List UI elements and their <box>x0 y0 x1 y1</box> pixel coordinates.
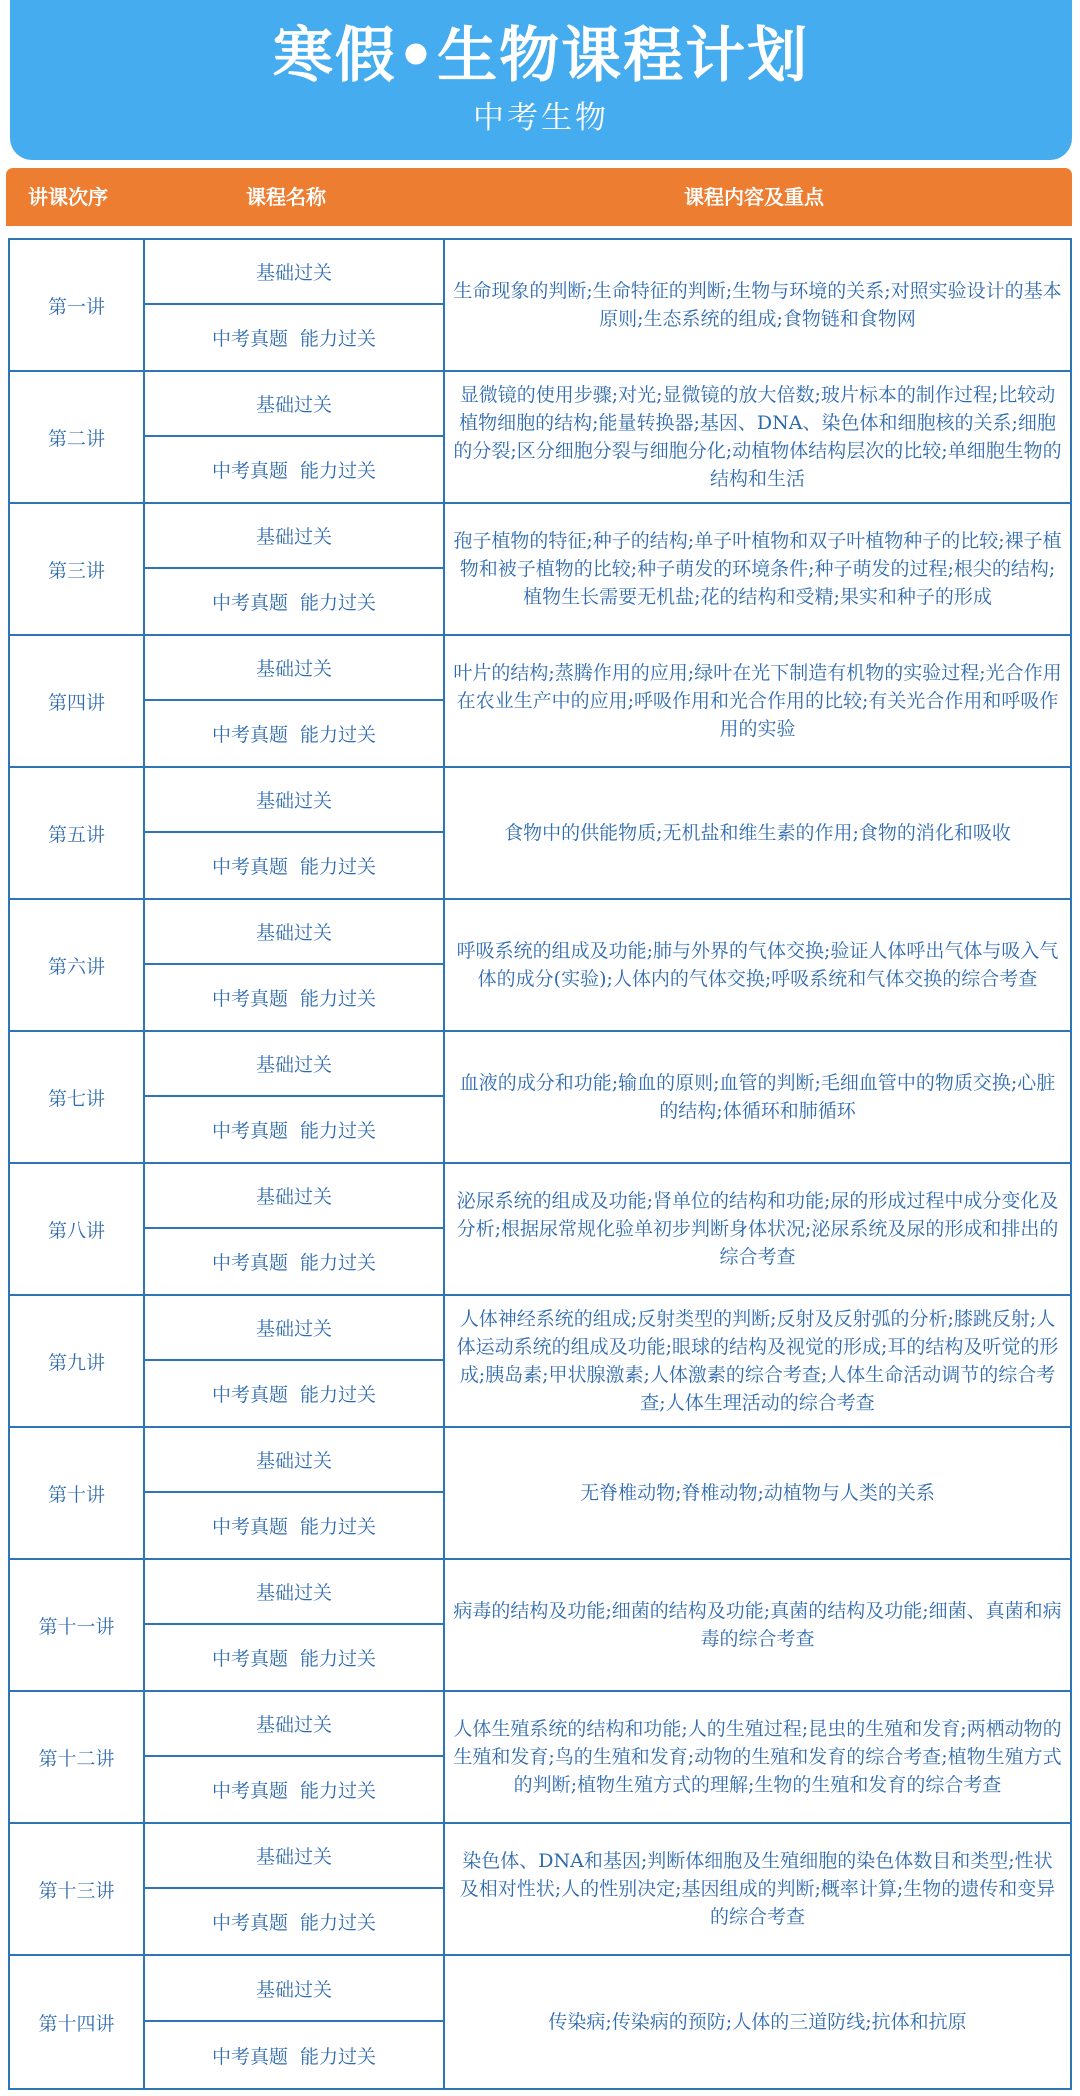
header-course-content: 课程内容及重点 <box>684 185 824 209</box>
course-content: 人体神经系统的组成;反射类型的判断;反射及反射弧的分析;膝跳反射;人体运动系统的组成及功能;眼球的结构及视觉的形成;耳的结构及听觉的形成;胰岛素;甲状腺激素;人体激素的综合考查;人体生命活动调节的综合考查;人体生理活动的综合考查 <box>456 1308 1059 1414</box>
page-subtitle: 中考生物 <box>473 100 609 136</box>
course-name-basic: 基础过关 <box>145 900 443 965</box>
table-row <box>10 1428 1070 1560</box>
table-row <box>10 1956 1070 2088</box>
course-name-basic: 基础过关 <box>145 240 443 305</box>
course-name-basic: 基础过关 <box>145 1956 443 2022</box>
course-name-basic: 基础过关 <box>145 1692 443 1757</box>
lesson-number: 第六讲 <box>10 900 145 1030</box>
table-row <box>10 372 1070 504</box>
table-row <box>10 1824 1070 1956</box>
course-name-exam: 中考真题 能力过关 <box>211 1384 377 1406</box>
course-name-basic: 基础过关 <box>145 1164 443 1229</box>
course-content: 显微镜的使用步骤;对光;显微镜的放大倍数;玻片标本的制作过程;比较动植物细胞的结构;能量转换器;基因、DNA、染色体和细胞核的关系;细胞的分裂;区分细胞分裂与细胞分化;动植物体结构层次的比较;单细胞生物的结构和生活 <box>453 384 1062 490</box>
course-name-exam: 中考真题 能力过关 <box>211 1780 377 1802</box>
lesson-number: 第十三讲 <box>10 1824 145 1954</box>
course-name-cell <box>145 1824 445 1954</box>
header-course-name: 课程名称 <box>246 185 326 209</box>
lesson-number: 第二讲 <box>10 372 145 502</box>
lesson-number: 第五讲 <box>10 768 145 898</box>
title-banner <box>10 0 1072 160</box>
course-content: 人体生殖系统的结构和功能;人的生殖过程;昆虫的生殖和发育;两栖动物的生殖和发育;鸟的生殖和发育;动物的生殖和发育的综合考查;植物生殖方式的判断;植物生殖方式的理解;生物的生殖和发育的综合考查 <box>453 1718 1062 1796</box>
course-content: 食物中的供能物质;无机盐和维生素的作用;食物的消化和吸收 <box>504 822 1011 844</box>
table-row <box>10 1692 1070 1824</box>
course-name-exam: 中考真题 能力过关 <box>211 460 377 482</box>
course-name-cell <box>145 1032 445 1162</box>
course-content: 生命现象的判断;生命特征的判断;生物与环境的关系;对照实验设计的基本原则;生态系统的组成;食物链和食物网 <box>453 280 1062 330</box>
table-row <box>10 504 1070 636</box>
course-name-basic: 基础过关 <box>145 768 443 833</box>
lesson-number: 第十讲 <box>10 1428 145 1558</box>
course-content: 血液的成分和功能;输血的原则;血管的判断;毛细血管中的物质交换;心脏的结构;体循环和肺循环 <box>459 1072 1056 1122</box>
course-name-basic: 基础过关 <box>145 1032 443 1097</box>
course-name-basic: 基础过关 <box>145 636 443 701</box>
course-content: 孢子植物的特征;种子的结构;单子叶植物和双子叶植物种子的比较;裸子植物和被子植物的比较;种子萌发的环境条件;种子萌发的过程;根尖的结构;植物生长需要无机盐;花的结构和受精;果实和种子的形成 <box>453 530 1062 608</box>
lesson-number: 第三讲 <box>10 504 145 634</box>
course-name-exam: 中考真题 能力过关 <box>211 1516 377 1538</box>
course-name-basic: 基础过关 <box>145 1428 443 1493</box>
course-content: 病毒的结构及功能;细菌的结构及功能;真菌的结构及功能;细菌、真菌和病毒的综合考查 <box>453 1600 1062 1650</box>
header-lesson-order: 讲课次序 <box>28 185 108 209</box>
course-name-cell <box>145 1296 445 1426</box>
course-name-cell <box>145 504 445 634</box>
course-name-exam: 中考真题 能力过关 <box>211 328 377 350</box>
course-name-cell <box>145 1956 445 2088</box>
course-content: 呼吸系统的组成及功能;肺与外界的气体交换;验证人体呼出气体与吸入气体的成分(实验);人体内的气体交换;呼吸系统和气体交换的综合考查 <box>456 940 1059 990</box>
lesson-number: 第一讲 <box>10 240 145 370</box>
lesson-number: 第十二讲 <box>10 1692 145 1822</box>
table-row <box>10 1560 1070 1692</box>
course-name-cell <box>145 1164 445 1294</box>
course-name-cell <box>145 1692 445 1822</box>
course-name-exam: 中考真题 能力过关 <box>211 592 377 614</box>
course-name-cell <box>145 768 445 898</box>
lesson-number: 第十四讲 <box>10 1956 145 2088</box>
lesson-number: 第十一讲 <box>10 1560 145 1690</box>
course-name-exam: 中考真题 能力过关 <box>211 988 377 1010</box>
course-name-exam: 中考真题 能力过关 <box>211 1120 377 1142</box>
course-name-cell <box>145 900 445 1030</box>
lesson-number: 第四讲 <box>10 636 145 766</box>
course-name-cell <box>145 1560 445 1690</box>
course-name-cell <box>145 240 445 370</box>
lesson-number: 第八讲 <box>10 1164 145 1294</box>
course-name-basic: 基础过关 <box>145 1560 443 1625</box>
course-name-exam: 中考真题 能力过关 <box>211 856 377 878</box>
lesson-number: 第九讲 <box>10 1296 145 1426</box>
course-name-exam: 中考真题 能力过关 <box>211 724 377 746</box>
table-row <box>10 1032 1070 1164</box>
course-name-exam: 中考真题 能力过关 <box>211 1252 377 1274</box>
table-row <box>10 768 1070 900</box>
course-content: 泌尿系统的组成及功能;肾单位的结构和功能;尿的形成过程中成分变化及分析;根据尿常规化验单初步判断身体状况;泌尿系统及尿的形成和排出的综合考查 <box>456 1190 1059 1268</box>
course-name-exam: 中考真题 能力过关 <box>211 2045 377 2068</box>
course-name-basic: 基础过关 <box>145 1824 443 1889</box>
course-name-exam: 中考真题 能力过关 <box>211 1648 377 1670</box>
lesson-number: 第七讲 <box>10 1032 145 1162</box>
course-name-basic: 基础过关 <box>145 372 443 437</box>
table-row <box>10 900 1070 1032</box>
table-row <box>10 1164 1070 1296</box>
table-header <box>6 168 1072 226</box>
course-content: 染色体、DNA和基因;判断体细胞及生殖细胞的染色体数目和类型;性状及相对性状;人的性别决定;基因组成的判断;概率计算;生物的遗传和变异的综合考查 <box>459 1850 1056 1928</box>
course-name-basic: 基础过关 <box>145 1296 443 1361</box>
table-row <box>10 240 1070 372</box>
course-name-basic: 基础过关 <box>145 504 443 569</box>
course-name-cell <box>145 1428 445 1558</box>
course-name-exam: 中考真题 能力过关 <box>211 1912 377 1934</box>
course-content: 叶片的结构;蒸腾作用的应用;绿叶在光下制造有机物的实验过程;光合作用在农业生产中的应用;呼吸作用和光合作用的比较;有关光合作用和呼吸作用的实验 <box>453 662 1062 740</box>
course-content: 无脊椎动物;脊椎动物;动植物与人类的关系 <box>580 1482 935 1504</box>
table-row <box>10 636 1070 768</box>
course-name-cell <box>145 636 445 766</box>
course-table <box>8 238 1072 2090</box>
course-content: 传染病;传染病的预防;人体的三道防线;抗体和抗原 <box>548 2011 967 2033</box>
table-row <box>10 1296 1070 1428</box>
page-title: 寒假•生物课程计划 <box>272 21 810 91</box>
course-name-cell <box>145 372 445 502</box>
